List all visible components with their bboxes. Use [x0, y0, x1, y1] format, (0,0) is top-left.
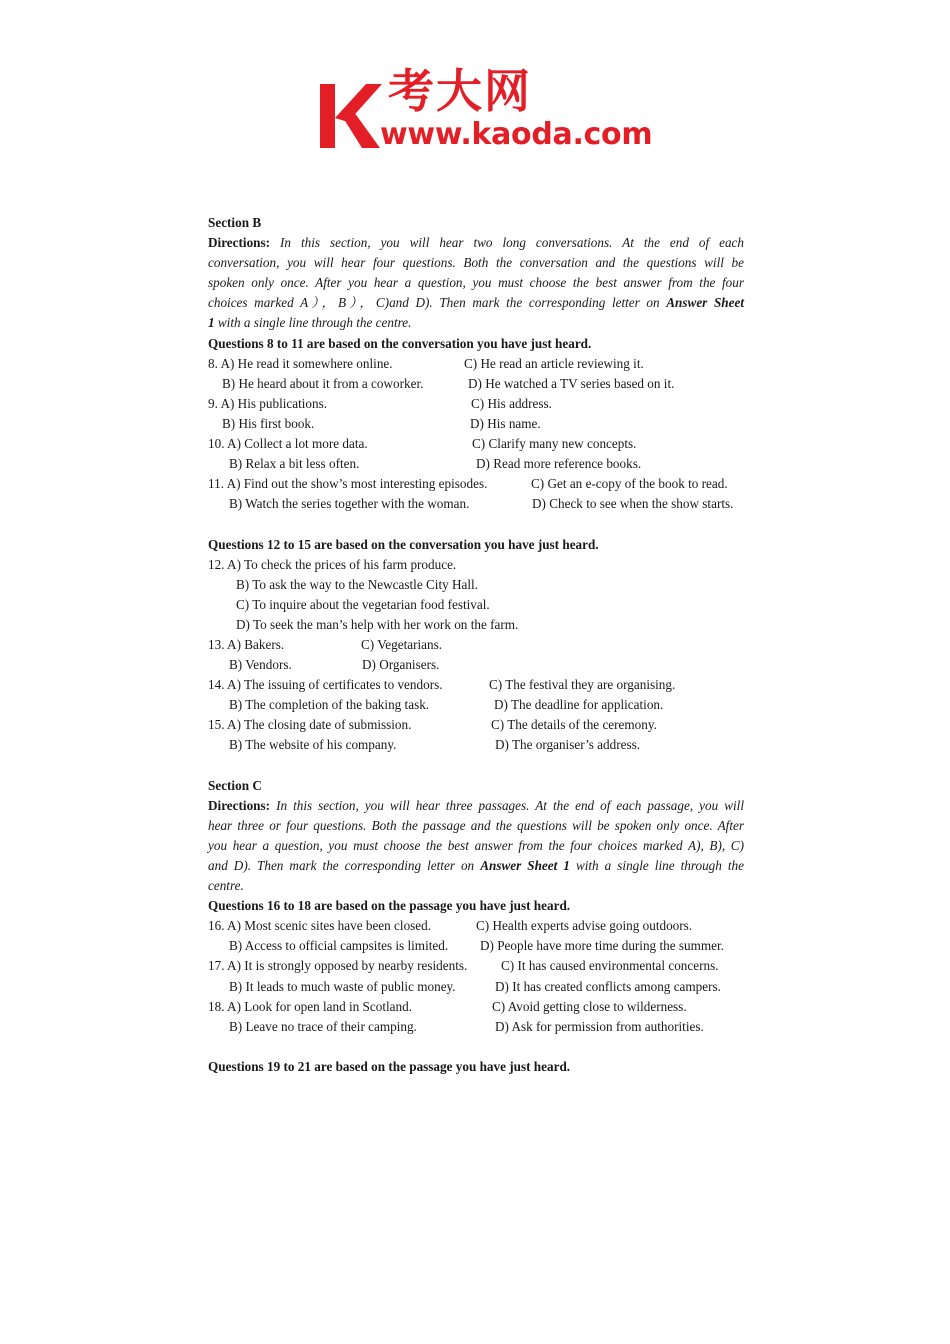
q16-option-d: D) People have more time during the summer.	[480, 938, 724, 954]
q8-option-d: D) He watched a TV series based on it.	[468, 375, 675, 391]
q11-option-c: C) Get an e-copy of the book to read.	[531, 476, 728, 492]
question-11-row-2	[208, 494, 744, 514]
q18-option-b: B) Leave no trace of their camping.	[229, 1018, 417, 1034]
section-b-directions-line-5: 1 with a single line through the centre.	[208, 315, 412, 331]
q18-option-c: C) Avoid getting close to wilderness.	[492, 998, 687, 1014]
q8-option-c: C) He read an article reviewing it.	[464, 355, 644, 371]
section-b-directions-line-3: spoken only once. After you hear a question, you must choose the best answer from the four	[208, 275, 744, 291]
question-10-row-2	[208, 454, 744, 474]
section-c-directions-line-3: you hear a question, you must choose the best answer from the four choices marked A), B), C)	[208, 837, 744, 853]
q14-option-c: C) The festival they are organising.	[489, 677, 676, 693]
q16-option-a: 16. A) Most scenic sites have been closed.	[208, 918, 432, 934]
q15-option-b: B) The website of his company.	[229, 737, 397, 753]
question-16-row-2	[208, 936, 744, 956]
question-17-row-2	[208, 977, 744, 997]
directions-label: Directions:	[208, 235, 271, 251]
q11-option-b: B) Watch the series together with the woman.	[229, 496, 470, 512]
question-8-row-1	[208, 354, 744, 374]
question-9-row-2	[208, 414, 744, 434]
q16-option-b: B) Access to official campsites is limited.	[229, 938, 449, 954]
question-15-row-1	[208, 715, 744, 735]
logo-url: www.kaoda.com	[380, 117, 653, 152]
q17-option-a: 17. A) It is strongly opposed by nearby residents.	[208, 958, 468, 974]
q15-option-c: C) The details of the ceremony.	[491, 717, 657, 733]
q9-option-a: 9. A) His publications.	[208, 395, 328, 411]
kaoda-logo	[318, 64, 653, 162]
section-c-directions-line-5: centre.	[208, 878, 244, 894]
q9-option-b: B) His first book.	[222, 415, 315, 431]
questions-12-15-heading: Questions 12 to 15 are based on the conversation you have just heard.	[208, 536, 599, 552]
q15-option-a: 15. A) The closing date of submission.	[208, 717, 412, 733]
q9-option-c: C) His address.	[471, 395, 552, 411]
q10-option-a: 10. A) Collect a lot more data.	[208, 436, 368, 452]
section-c-title: Section C	[208, 777, 262, 793]
question-12-option-a: 12. A) To check the prices of his farm produce.	[208, 556, 457, 572]
q9-option-d: D) His name.	[470, 415, 541, 431]
question-12-option-c: C) To inquire about the vegetarian food festival.	[236, 596, 490, 612]
section-b-directions-line-2: conversation, you will hear four questions. Both the conversation and the questions will be	[208, 255, 744, 271]
q15-option-d: D) The organiser’s address.	[495, 737, 641, 753]
question-12-option-d: D) To seek the man’s help with her work on the farm.	[236, 616, 519, 632]
q14-option-b: B) The completion of the baking task.	[229, 697, 430, 713]
q11-option-d: D) Check to see when the show starts.	[532, 496, 734, 512]
question-12-option-b: B) To ask the way to the Newcastle City Hall.	[236, 576, 479, 592]
question-17-row-1	[208, 956, 744, 976]
question-9-row-1	[208, 394, 744, 414]
q13-option-c: C) Vegetarians.	[361, 636, 443, 652]
question-10-row-1	[208, 434, 744, 454]
question-15-row-2	[208, 735, 744, 755]
q17-option-c: C) It has caused environmental concerns.	[501, 958, 719, 974]
q13-option-a: 13. A) Bakers.	[208, 636, 285, 652]
question-18-row-1	[208, 997, 744, 1017]
section-c-directions-line-1: Directions: In this section, you will hear three passages. At the end of each passage, you will	[208, 797, 745, 813]
directions-label: Directions:	[208, 797, 271, 813]
q10-option-d: D) Read more reference books.	[476, 456, 642, 472]
q14-option-a: 14. A) The issuing of certificates to vendors.	[208, 677, 443, 693]
q8-option-a: 8. A) He read it somewhere online.	[208, 355, 393, 371]
section-c-directions-line-2: hear three or four questions. Both the passage and the questions will be spoken only once. After	[208, 817, 744, 833]
section-c-directions-line-4: and D). Then mark the corresponding letter on Answer Sheet 1 with a single line through the	[208, 858, 744, 873]
question-14-row-2	[208, 695, 744, 715]
questions-16-18-heading: Questions 16 to 18 are based on the passage you have just heard.	[208, 898, 571, 914]
logo-brand-text: 考大网	[388, 64, 532, 118]
questions-8-11-heading: Questions 8 to 11 are based on the conversation you have just heard.	[208, 335, 592, 351]
q10-option-c: C) Clarify many new concepts.	[472, 436, 637, 452]
exam-page	[208, 213, 744, 1077]
question-13-row-2	[208, 655, 744, 675]
q11-option-a: 11. A) Find out the show’s most interesting episodes.	[208, 476, 488, 492]
q16-option-c: C) Health experts advise going outdoors.	[476, 918, 693, 934]
q8-option-b: B) He heard about it from a coworker.	[222, 375, 424, 391]
question-16-row-1	[208, 916, 744, 936]
q17-option-d: D) It has created conflicts among campers.	[495, 978, 721, 994]
question-14-row-1	[208, 675, 744, 695]
q10-option-b: B) Relax a bit less often.	[229, 456, 360, 472]
q17-option-b: B) It leads to much waste of public money.	[229, 978, 456, 994]
section-b-title: Section B	[208, 215, 262, 230]
question-8-row-2	[208, 374, 744, 394]
question-13-row-1	[208, 635, 744, 655]
section-b-directions-line-1: Directions: In this section, you will hear two long conversations. At the end of each	[208, 235, 745, 251]
q18-option-a: 18. A) Look for open land in Scotland.	[208, 998, 413, 1014]
q13-option-d: D) Organisers.	[362, 657, 440, 673]
k-logo-icon	[318, 82, 382, 150]
section-b-directions-line-4: choices marked A），B），C)and D). Then mark the corresponding letter on Answer Sheet	[208, 295, 744, 311]
question-18-row-2	[208, 1017, 744, 1037]
questions-19-21-heading: Questions 19 to 21 are based on the passage you have just heard.	[208, 1058, 571, 1074]
question-11-row-1	[208, 474, 744, 494]
q13-option-b: B) Vendors.	[229, 657, 292, 673]
q18-option-d: D) Ask for permission from authorities.	[495, 1018, 704, 1034]
q14-option-d: D) The deadline for application.	[494, 697, 664, 713]
